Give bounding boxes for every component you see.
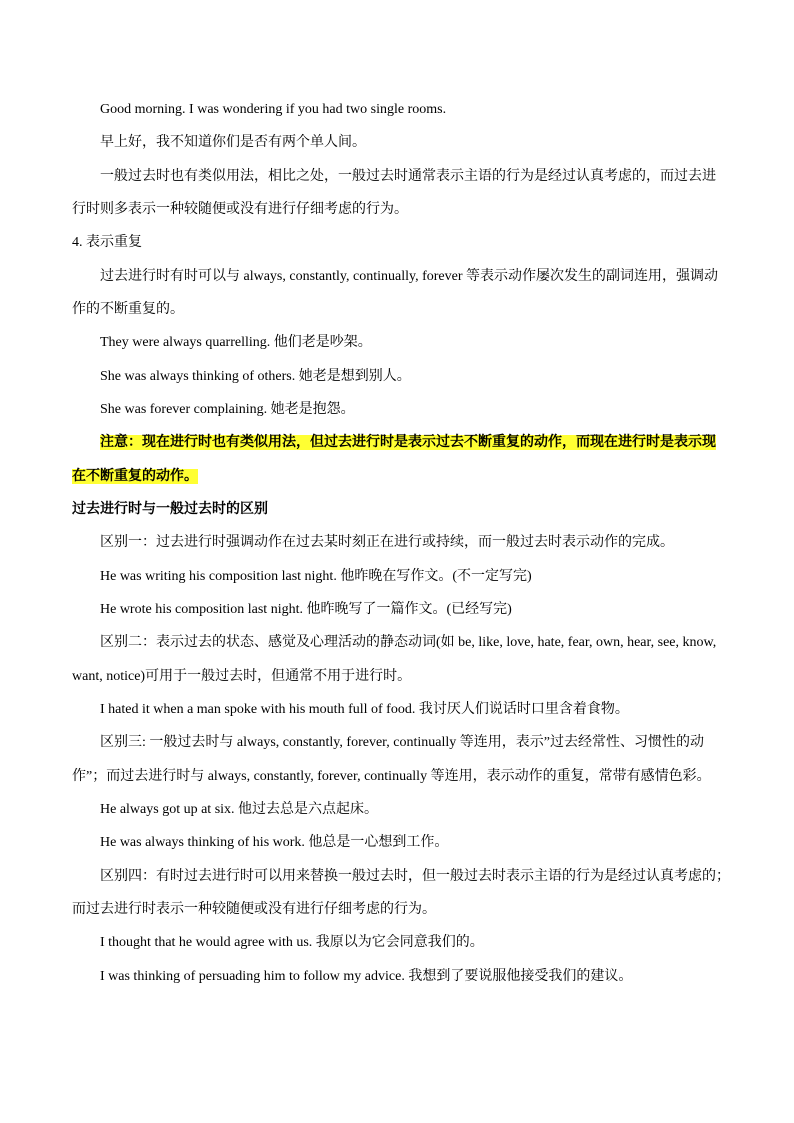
example-sentence: He wrote his composition last night. 他昨晚写了一篇作文。(已经写完) <box>100 602 512 617</box>
section-title: 过去进行时与一般过去时的区别 <box>72 502 268 517</box>
example-sentence: He was writing his composition last night. 他昨晚在写作文。(不一定写完) <box>100 569 532 584</box>
paragraph-line: 区别四：有时过去进行时可以用来替换一般过去时，但一般过去时表示主语的行为是经过认真考虑的； <box>100 869 730 884</box>
example-sentence: I thought that he would agree with us. 我原以为它会同意我们的。 <box>100 935 484 950</box>
example-sentence: He always got up at six. 他过去总是六点起床。 <box>100 802 379 817</box>
paragraph-line: 行时则多表示一种较随便或没有进行仔细考虑的行为。 <box>72 202 408 217</box>
paragraph-line: 而过去进行时表示一种较随便或没有进行仔细考虑的行为。 <box>72 902 436 917</box>
note-text: 在不断重复的动作。 <box>72 469 198 484</box>
translation: 早上好，我不知道你们是否有两个单人间。 <box>100 135 366 150</box>
paragraph-line: 作”；而过去进行时与 always, constantly, forever, continually 等连用，表示动作的重复，常带有感情色彩。 <box>72 769 711 784</box>
note-text: 注意：现在进行时也有类似用法，但过去进行时是表示过去不断重复的动作，而现在进行时是表示现 <box>100 435 716 450</box>
example-sentence: I was thinking of persuading him to follow my advice. 我想到了要说服他接受我们的建议。 <box>100 969 633 984</box>
note-highlight <box>100 433 722 453</box>
paragraph-line: 区别二：表示过去的状态、感觉及心理活动的静态动词(如 be, like, love, hate, fear, own, hear, see, know, <box>100 635 717 650</box>
paragraph-line: 区别一：过去进行时强调动作在过去某时刻正在进行或持续，而一般过去时表示动作的完成。 <box>100 535 674 550</box>
paragraph-line: want, notice)可用于一般过去时，但通常不用于进行时。 <box>72 669 412 684</box>
paragraph-line: 区别三: 一般过去时与 always, constantly, forever, continually 等连用，表示”过去经常性、习惯性的动 <box>100 735 704 750</box>
example-sentence: They were always quarrelling. 他们老是吵架。 <box>100 335 372 350</box>
example-sentence: He was always thinking of his work. 他总是一心想到工作。 <box>100 835 449 850</box>
section-heading: 4. 表示重复 <box>72 235 142 250</box>
paragraph-line: 一般过去时也有类似用法，相比之处，一般过去时通常表示主语的行为是经过认真考虑的，而过去进 <box>100 169 716 184</box>
paragraph-line: 作的不断重复的。 <box>72 302 184 317</box>
example-sentence: She was always thinking of others. 她老是想到别人。 <box>100 369 411 384</box>
example-sentence: Good morning. I was wondering if you had two single rooms. <box>100 102 447 117</box>
paragraph-line: 过去进行时有时可以与 always, constantly, continually, forever 等表示动作屡次发生的副词连用，强调动 <box>100 269 719 284</box>
example-sentence: She was forever complaining. 她老是抱怨。 <box>100 402 355 417</box>
note-highlight <box>72 467 722 487</box>
example-sentence: I hated it when a man spoke with his mouth full of food. 我讨厌人们说话时口里含着食物。 <box>100 702 629 717</box>
